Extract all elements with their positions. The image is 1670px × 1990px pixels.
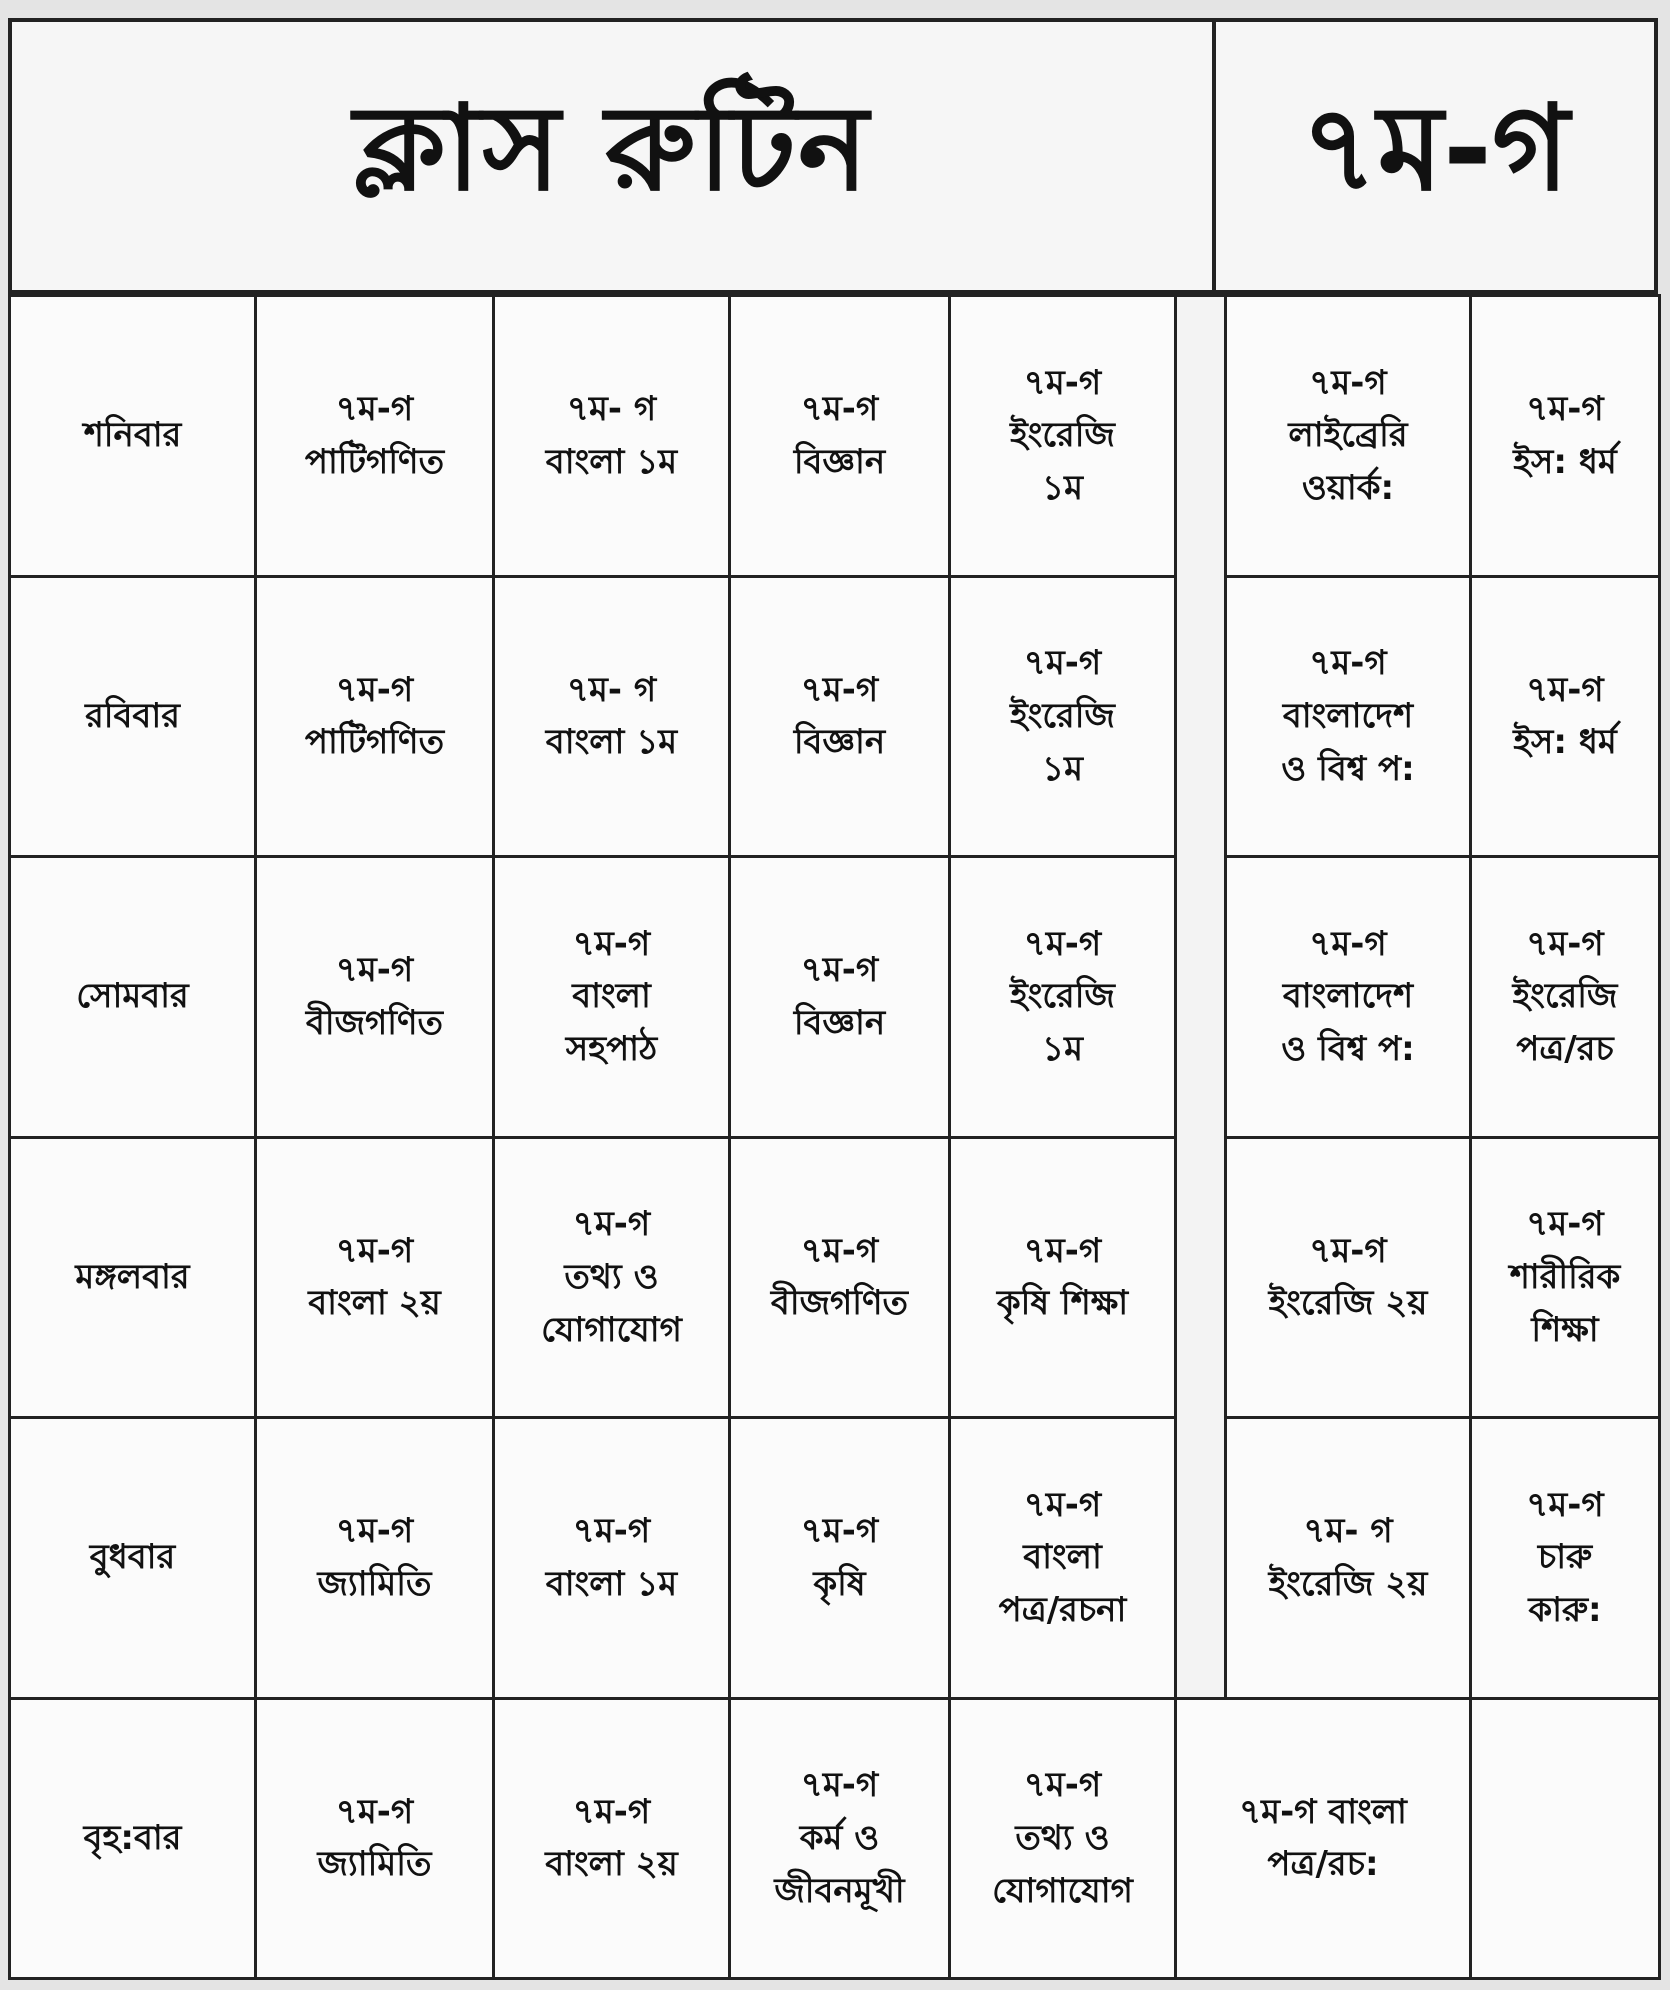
period-cell: [950, 296, 1176, 577]
routine-sheet: [8, 18, 1658, 1980]
period-text: বাংলা ১ম: [545, 1563, 678, 1604]
period-cell: [1471, 296, 1660, 577]
period-cell: [1226, 1418, 1471, 1699]
routine-table: [8, 294, 1661, 1980]
period-text: লাইব্রেরি: [1288, 415, 1408, 456]
period-text: ৭ম-গ: [800, 1765, 879, 1806]
period-text: জ্যামিতি: [317, 1844, 432, 1885]
period-cell: [950, 576, 1176, 857]
period-text: পত্র/রচ: [1516, 1029, 1614, 1070]
period-text: জ্যামিতি: [317, 1563, 432, 1604]
period-text: ৭ম-গ: [1023, 1484, 1102, 1525]
period-text: তথ্য ও: [1015, 1817, 1110, 1858]
period-text: পত্র/রচনা: [998, 1590, 1127, 1631]
period-cell: [1226, 857, 1471, 1138]
period-text: ৭ম-গ: [1309, 362, 1387, 403]
period-cell: [256, 1698, 494, 1979]
period-cell: [256, 576, 494, 857]
period-cell: [730, 1137, 950, 1418]
routine-row: [10, 296, 1660, 577]
period-text: ৭ম-গ: [800, 389, 879, 430]
period-text: ইংরেজি: [1010, 695, 1115, 736]
period-text: ৭ম-গ: [572, 923, 651, 964]
period-text: বাংলা: [572, 976, 651, 1017]
day-label: মঙ্গলবার: [10, 1137, 256, 1418]
period-cell: [1471, 857, 1660, 1138]
period-cell: [950, 1137, 1176, 1418]
period-text: কর্ম ও: [799, 1817, 880, 1858]
routine-row: [10, 1137, 1660, 1418]
period-cell: [256, 1418, 494, 1699]
period-text: ইংরেজি: [1512, 976, 1618, 1017]
page-title: ক্লাস রুটিন: [8, 18, 1216, 294]
period-text: ৭ম- গ: [566, 389, 657, 430]
period-text: কৃষি শিক্ষা: [996, 1283, 1129, 1324]
period-cell: [950, 857, 1176, 1138]
period-text: ইংরেজি ২য়: [1268, 1283, 1428, 1324]
period-text: ১ম: [1042, 468, 1083, 509]
break-column: [1176, 296, 1226, 1699]
period-text: ৭ম-গ: [572, 1511, 651, 1552]
period-cell: [1471, 576, 1660, 857]
day-label: রবিবার: [10, 576, 256, 857]
period-cell: [494, 1418, 730, 1699]
period-text: ৭ম- গ: [566, 669, 657, 710]
period-cell: [1471, 1418, 1660, 1699]
period-text: চারু: [1537, 1537, 1593, 1578]
period-text: বাংলা: [1023, 1537, 1102, 1578]
period-text: ইংরেজি: [1010, 976, 1115, 1017]
period-text: বিজ্ঞান: [793, 441, 886, 482]
period-text: ১ম: [1042, 748, 1083, 789]
period-text: বীজগণিত: [305, 1002, 444, 1043]
period-cell: [950, 1418, 1176, 1699]
routine-row: [10, 576, 1660, 857]
period-text: কারু:: [1528, 1590, 1602, 1631]
period-text: ৭ম-গ: [1526, 669, 1604, 710]
period-cell: [494, 857, 730, 1138]
period-cell: [730, 576, 950, 857]
period-text: ৭ম-গ: [1526, 389, 1604, 430]
period-text: ৭ম-গ: [1309, 643, 1387, 684]
period-text: ৭ম-গ: [1526, 1204, 1604, 1245]
period-text: বাংলা ২য়: [308, 1283, 441, 1324]
period-text: ৭ম-গ: [800, 1230, 879, 1271]
period-text: বাংলা ২য়: [545, 1844, 678, 1885]
period-text: বাংলা ১ম: [545, 441, 678, 482]
period-cell: [730, 296, 950, 577]
class-label: ৭ম-গ: [1216, 18, 1658, 294]
day-label: বুধবার: [10, 1418, 256, 1699]
period-text: শিক্ষা: [1531, 1309, 1599, 1350]
period-cell: [1226, 296, 1471, 577]
period-text: শারীরিক: [1509, 1256, 1621, 1297]
period-text: জীবনমূখী: [774, 1870, 905, 1911]
period-text: সহপাঠ: [565, 1029, 658, 1070]
period-text: ৭ম-গ: [800, 669, 879, 710]
header: [8, 18, 1658, 294]
period-text: ৭ম-গ: [800, 950, 879, 991]
period-cell: [494, 1137, 730, 1418]
period-cell: [494, 576, 730, 857]
period-text: ৭ম-গ: [1023, 1230, 1102, 1271]
period-text: ও বিশ্ব প:: [1281, 1029, 1415, 1070]
period-text: পাটিগণিত: [304, 441, 445, 482]
period-text: কৃষি: [813, 1563, 866, 1604]
period-text: ইংরেজি ২য়: [1268, 1563, 1428, 1604]
period-text: যোগাযোগ: [541, 1309, 682, 1350]
period-text: ইস: ধর্ম: [1513, 722, 1617, 763]
period-text: ৭ম-গ: [335, 1511, 414, 1552]
period-text: পত্র/রচ:: [1267, 1844, 1379, 1885]
period-text: ৭ম-গ: [1309, 1230, 1387, 1271]
period-text: বাংলা ১ম: [545, 722, 678, 763]
period-text: ৭ম-গ: [572, 1204, 651, 1245]
period-text: ৭ম-গ বাংলা: [1239, 1791, 1407, 1832]
period-text: ৭ম-গ: [1023, 362, 1102, 403]
period-cell: [1471, 1698, 1660, 1979]
period-cell: [1176, 1698, 1471, 1979]
period-cell: [950, 1698, 1176, 1979]
routine-row: [10, 1418, 1660, 1699]
day-label: বৃহ:বার: [10, 1698, 256, 1979]
period-text: তথ্য ও: [564, 1256, 659, 1297]
period-cell: [1226, 1137, 1471, 1418]
routine-row: [10, 857, 1660, 1138]
period-cell: [494, 296, 730, 577]
period-text: ওয়ার্ক:: [1301, 468, 1395, 509]
period-text: পাটিগণিত: [304, 722, 445, 763]
period-cell: [730, 1698, 950, 1979]
period-text: বাংলাদেশ: [1282, 976, 1414, 1017]
period-cell: [1471, 1137, 1660, 1418]
period-text: ৭ম-গ: [335, 1791, 414, 1832]
period-cell: [494, 1698, 730, 1979]
period-text: ৭ম-গ: [1023, 923, 1102, 964]
period-text: ৭ম-গ: [335, 1230, 414, 1271]
routine-row: [10, 1698, 1660, 1979]
period-text: ৭ম- গ: [1303, 1511, 1393, 1552]
period-cell: [730, 1418, 950, 1699]
period-text: ৭ম-গ: [572, 1791, 651, 1832]
period-text: ১ম: [1042, 1029, 1083, 1070]
period-text: ৭ম-গ: [1526, 1484, 1604, 1525]
period-text: ও বিশ্ব প:: [1281, 748, 1415, 789]
period-text: ৭ম-গ: [335, 950, 414, 991]
period-text: ৭ম-গ: [335, 389, 414, 430]
period-text: বাংলাদেশ: [1282, 695, 1414, 736]
day-label: সোমবার: [10, 857, 256, 1138]
period-cell: [1226, 576, 1471, 857]
period-text: ৭ম-গ: [1526, 923, 1604, 964]
period-text: যোগাযোগ: [992, 1870, 1133, 1911]
period-text: ইংরেজি: [1010, 415, 1115, 456]
period-cell: [256, 857, 494, 1138]
period-text: বীজগণিত: [770, 1283, 909, 1324]
period-cell: [256, 1137, 494, 1418]
period-text: ইস: ধর্ম: [1513, 441, 1617, 482]
period-text: বিজ্ঞান: [793, 722, 886, 763]
period-text: বিজ্ঞান: [793, 1002, 886, 1043]
period-cell: [730, 857, 950, 1138]
day-label: শনিবার: [10, 296, 256, 577]
period-text: ৭ম-গ: [335, 669, 414, 710]
period-text: ৭ম-গ: [1309, 923, 1387, 964]
period-cell: [256, 296, 494, 577]
period-text: ৭ম-গ: [800, 1511, 879, 1552]
period-text: ৭ম-গ: [1023, 643, 1102, 684]
period-text: ৭ম-গ: [1023, 1765, 1102, 1806]
